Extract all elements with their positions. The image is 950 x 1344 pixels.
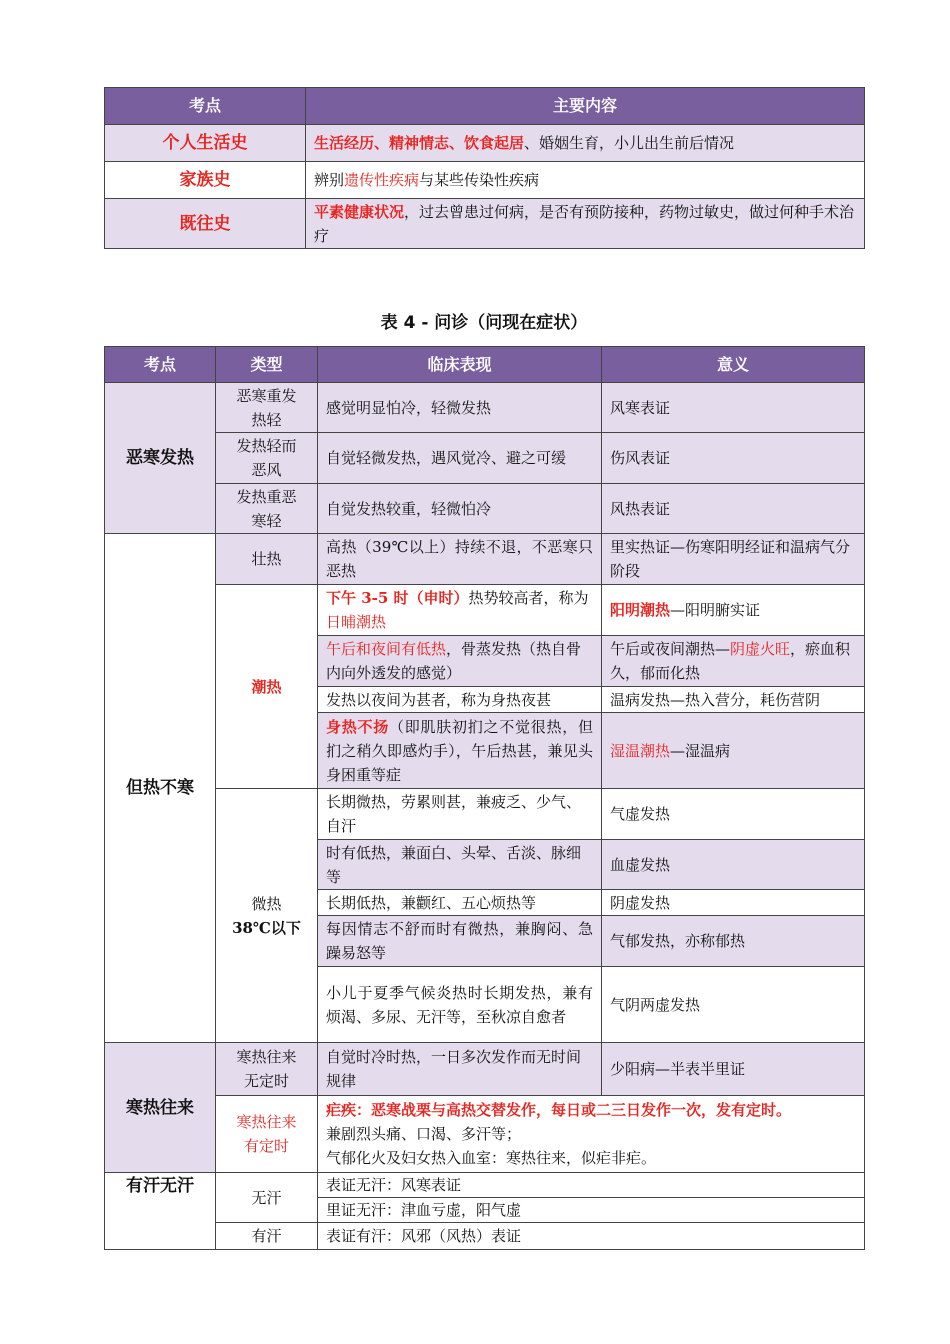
type-cell: 发热轻而恶风 xyxy=(216,433,318,484)
sign-cell: 高热（39℃以上）持续不退，不恶寒只恶热 xyxy=(318,534,602,585)
sweat-line: 里证无汗：津血亏虚，阳气虚 xyxy=(318,1198,865,1223)
meaning-cell: 湿温潮热—湿温病 xyxy=(602,713,865,789)
meaning-cell: 风寒表证 xyxy=(602,383,865,433)
meaning-cell: 阴虚发热 xyxy=(602,890,865,916)
sign-cell: 下午 3-5 时（申时）热势较高者，称为日晡潮热 xyxy=(318,585,602,636)
type-low-fever-range: 38℃以下 xyxy=(232,918,301,937)
point-alternating-chills-fever: 寒热往来 xyxy=(105,1043,216,1173)
meaning-cell: 风热表证 xyxy=(602,484,865,534)
sign-cell: 自觉发热较重，轻微怕冷 xyxy=(318,484,602,534)
malaria-line: 疟疾：恶寒战栗与高热交替发作，每日或二三日发作一次，发有定时。 xyxy=(326,1101,792,1119)
meaning-cell: 气郁发热，亦称郁热 xyxy=(602,916,865,967)
type-cell: 无汗 xyxy=(216,1173,318,1223)
sign-cell: 午后和夜间有低热，骨蒸发热（热自骨内向外透发的感觉） xyxy=(318,636,602,687)
type-cell: 有汗 xyxy=(216,1223,318,1250)
malaria-line: 气郁化火及妇女热入血室：寒热往来，似疟非疟。 xyxy=(326,1149,657,1167)
header-point: 考点 xyxy=(105,88,306,125)
point-past-history: 既往史 xyxy=(105,199,306,249)
meaning-cell: 血虚发热 xyxy=(602,840,865,890)
table-row xyxy=(105,125,865,162)
sign-cell: 自觉时冷时热，一日多次发作而无时间规律 xyxy=(318,1043,602,1096)
sign-cell: 发热以夜间为甚者，称为身热夜甚 xyxy=(318,687,602,713)
type-cell: 恶寒重发热轻 xyxy=(216,383,318,433)
point-sweating xyxy=(105,1173,216,1250)
content-past-history: 平素健康状况，过去曾患过何病，是否有预防接种，药物过敏史，做过何种手术治疗 xyxy=(306,199,865,249)
meaning-cell: 阳明潮热—阳明腑实证 xyxy=(602,585,865,636)
type-low-fever-label: 微热 xyxy=(251,894,282,913)
type-tidal-fever: 潮热 xyxy=(216,585,318,789)
type-cell: 寒热往来无定时 xyxy=(216,1043,318,1096)
malaria-line: 兼剧烈头痛、口渴、多汗等； xyxy=(326,1125,522,1143)
header-type: 类型 xyxy=(216,347,318,383)
sign-cell: 长期微热，劳累则甚，兼疲乏、少气、自汗 xyxy=(318,789,602,840)
sign-cell: 感觉明显怕冷，轻微发热 xyxy=(318,383,602,433)
meaning-cell: 里实热证—伤寒阳明经证和温病气分阶段 xyxy=(602,534,865,585)
meaning-cell: 温病发热—热入营分，耗伤营阴 xyxy=(602,687,865,713)
meaning-cell: 气阴两虚发热 xyxy=(602,967,865,1043)
sign-cell: 小儿于夏季气候炎热时长期发热，兼有烦渴、多尿、无汗等，至秋凉自愈者 xyxy=(318,967,602,1043)
point-sweating-label: 有汗无汗 xyxy=(126,1176,194,1196)
header-content: 主要内容 xyxy=(306,88,865,125)
type-cell: 壮热 xyxy=(216,534,318,585)
table-row xyxy=(105,1096,865,1173)
sign-cell: 时有低热，兼面白、头晕、舌淡、脉细等 xyxy=(318,840,602,890)
type-cell: 发热重恶寒轻 xyxy=(216,484,318,534)
table-row xyxy=(105,1223,865,1250)
sweat-line: 表证有汗：风邪（风热）表证 xyxy=(318,1223,865,1250)
table-row xyxy=(105,1043,865,1096)
symptom-table xyxy=(104,346,865,1250)
table-row xyxy=(105,162,865,199)
meaning-cell: 伤风表证 xyxy=(602,433,865,484)
table-row xyxy=(105,433,865,484)
meaning-cell: 午后或夜间潮热—阴虚火旺，瘀血积久，郁而化热 xyxy=(602,636,865,687)
table-row xyxy=(105,789,865,840)
table-row xyxy=(105,585,865,636)
table-row xyxy=(105,383,865,433)
table-row xyxy=(105,199,865,249)
sweat-line: 表证无汗：风寒表证 xyxy=(318,1173,865,1198)
table-row xyxy=(105,1173,865,1198)
table-row xyxy=(105,534,865,585)
point-aversion-cold-fever: 恶寒发热 xyxy=(105,383,216,534)
header-sign: 临床表现 xyxy=(318,347,602,383)
table-header-row xyxy=(105,347,865,383)
point-family-history: 家族史 xyxy=(105,162,306,199)
meaning-cell: 少阳病—半表半里证 xyxy=(602,1043,865,1096)
table-row xyxy=(105,484,865,534)
header-meaning: 意义 xyxy=(602,347,865,383)
content-family-history: 辨别遗传性疾病与某些传染性疾病 xyxy=(306,162,865,199)
table-caption: 表 4 - 问诊（问现在症状） xyxy=(380,313,588,333)
meaning-cell: 气虚发热 xyxy=(602,789,865,840)
header-point: 考点 xyxy=(105,347,216,383)
history-table xyxy=(104,87,865,249)
type-cell: 寒热往来有定时 xyxy=(216,1096,318,1173)
sign-cell: 每因情志不舒而时有微热，兼胸闷、急躁易怒等 xyxy=(318,916,602,967)
malaria-cell xyxy=(318,1096,865,1173)
point-fever-without-chills: 但热不寒 xyxy=(105,534,216,1043)
sign-cell: 长期低热，兼颧红、五心烦热等 xyxy=(318,890,602,916)
table-header-row xyxy=(105,88,865,125)
point-personal-history: 个人生活史 xyxy=(105,125,306,162)
content-personal-history: 生活经历、精神情志、饮食起居、婚姻生育，小儿出生前后情况 xyxy=(306,125,865,162)
type-low-fever xyxy=(216,789,318,1043)
sign-cell: 身热不扬（即肌肤初扪之不觉很热，但扪之稍久即感灼手），午后热甚，兼见头身困重等症 xyxy=(318,713,602,789)
sign-cell: 自觉轻微发热，遇风觉冷、避之可缓 xyxy=(318,433,602,484)
